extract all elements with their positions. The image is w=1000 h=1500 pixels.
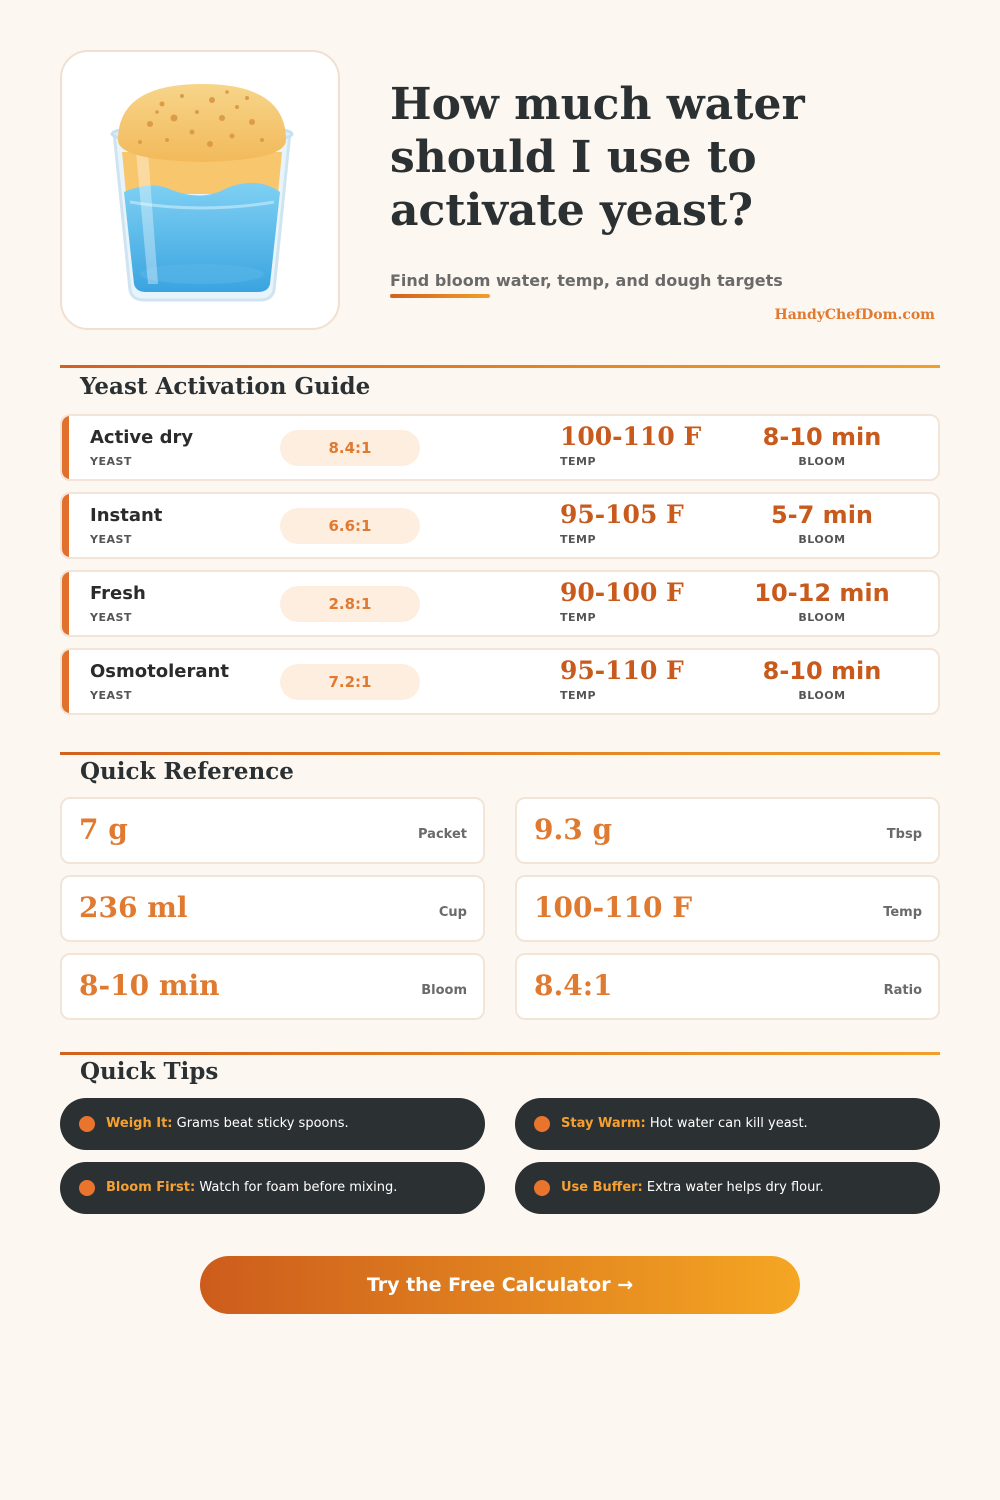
temp-value: 95-105 F: [560, 500, 684, 529]
tip-bullet-icon: [79, 1180, 95, 1196]
bloom-label: BLOOM: [798, 455, 846, 468]
tip-text: [561, 1116, 808, 1131]
tip-text: [106, 1180, 397, 1195]
section-divider: [60, 752, 940, 755]
reference-unit: Ratio: [883, 983, 922, 998]
reference-value: 236 ml: [79, 891, 188, 924]
page-subtitle: Find bloom water, temp, and dough targets: [390, 271, 783, 290]
tip-bullet-icon: [534, 1180, 550, 1196]
tip-label: Weigh It:: [106, 1116, 173, 1131]
reference-card: [60, 797, 485, 864]
yeast-row: [60, 492, 940, 559]
site-name: HandyChefDom.com: [774, 307, 935, 323]
quick-tips-title: Quick Tips: [80, 1058, 219, 1085]
row-accent-bar: [62, 494, 69, 557]
page-title: How much water should I use to activate yeast?: [390, 79, 805, 236]
tip-label: Use Buffer:: [561, 1180, 643, 1195]
yeast-name: Active dry: [90, 427, 194, 448]
bloom-label: BLOOM: [798, 611, 846, 624]
hero-image-card: [60, 50, 340, 330]
reference-card: [60, 875, 485, 942]
reference-unit: Bloom: [421, 983, 467, 998]
temp-label: TEMP: [560, 689, 597, 702]
bloom-value: 10-12 min: [754, 579, 890, 607]
tip-pill: [60, 1098, 485, 1150]
tip-body: Extra water helps dry flour.: [646, 1180, 824, 1195]
temp-value: 100-110 F: [560, 422, 702, 451]
temp-label: TEMP: [560, 611, 597, 624]
temp-label: TEMP: [560, 533, 597, 546]
reference-card: [515, 953, 940, 1020]
yeast-water-cup-icon: [62, 52, 342, 332]
reference-card: [60, 953, 485, 1020]
yeast-name: Fresh: [90, 583, 146, 604]
temp-value: 90-100 F: [560, 578, 684, 607]
tip-label: Stay Warm:: [561, 1116, 646, 1131]
tip-bullet-icon: [534, 1116, 550, 1132]
reference-card: [515, 875, 940, 942]
reference-value: 9.3 g: [534, 813, 613, 846]
reference-value: 7 g: [79, 813, 128, 846]
yeast-label: YEAST: [90, 611, 132, 624]
ratio-badge: 6.6:1: [280, 508, 420, 544]
section-divider: [60, 365, 940, 368]
yeast-row: [60, 648, 940, 715]
yeast-row: [60, 570, 940, 637]
reference-unit: Temp: [883, 905, 922, 920]
reference-unit: Tbsp: [886, 827, 922, 842]
row-accent-bar: [62, 650, 69, 713]
reference-value: 8.4:1: [534, 969, 613, 1002]
tip-pill: [60, 1162, 485, 1214]
tip-pill: [515, 1162, 940, 1214]
bloom-value: 5-7 min: [770, 501, 874, 529]
reference-value: 8-10 min: [79, 969, 220, 1002]
yeast-label: YEAST: [90, 533, 132, 546]
yeast-label: YEAST: [90, 455, 132, 468]
yeast-row: [60, 414, 940, 481]
tip-bullet-icon: [79, 1116, 95, 1132]
subtitle-underline: [390, 294, 490, 298]
tip-body: Watch for foam before mixing.: [199, 1180, 398, 1195]
quick-reference-title: Quick Reference: [80, 758, 294, 785]
ratio-badge: 2.8:1: [280, 586, 420, 622]
temp-label: TEMP: [560, 455, 597, 468]
tip-pill: [515, 1098, 940, 1150]
tip-text: [106, 1116, 349, 1131]
free-calculator-button[interactable]: Try the Free Calculator →: [200, 1256, 800, 1314]
bloom-value: 8-10 min: [762, 423, 882, 451]
reference-unit: Cup: [438, 905, 467, 920]
tip-body: Grams beat sticky spoons.: [176, 1116, 349, 1131]
reference-card: [515, 797, 940, 864]
ratio-badge: 8.4:1: [280, 430, 420, 466]
bloom-label: BLOOM: [798, 533, 846, 546]
yeast-name: Instant: [90, 505, 163, 526]
tip-text: [561, 1180, 824, 1195]
bloom-value: 8-10 min: [762, 657, 882, 685]
yeast-name: Osmotolerant: [90, 661, 229, 682]
ratio-badge: 7.2:1: [280, 664, 420, 700]
activation-guide-title: Yeast Activation Guide: [80, 373, 371, 400]
section-divider: [60, 1052, 940, 1055]
tip-body: Hot water can kill yeast.: [649, 1116, 808, 1131]
tip-label: Bloom First:: [106, 1180, 196, 1195]
bloom-label: BLOOM: [798, 689, 846, 702]
row-accent-bar: [62, 416, 69, 479]
reference-value: 100-110 F: [534, 891, 693, 924]
row-accent-bar: [62, 572, 69, 635]
reference-unit: Packet: [418, 827, 467, 842]
temp-value: 95-110 F: [560, 656, 684, 685]
yeast-label: YEAST: [90, 689, 132, 702]
